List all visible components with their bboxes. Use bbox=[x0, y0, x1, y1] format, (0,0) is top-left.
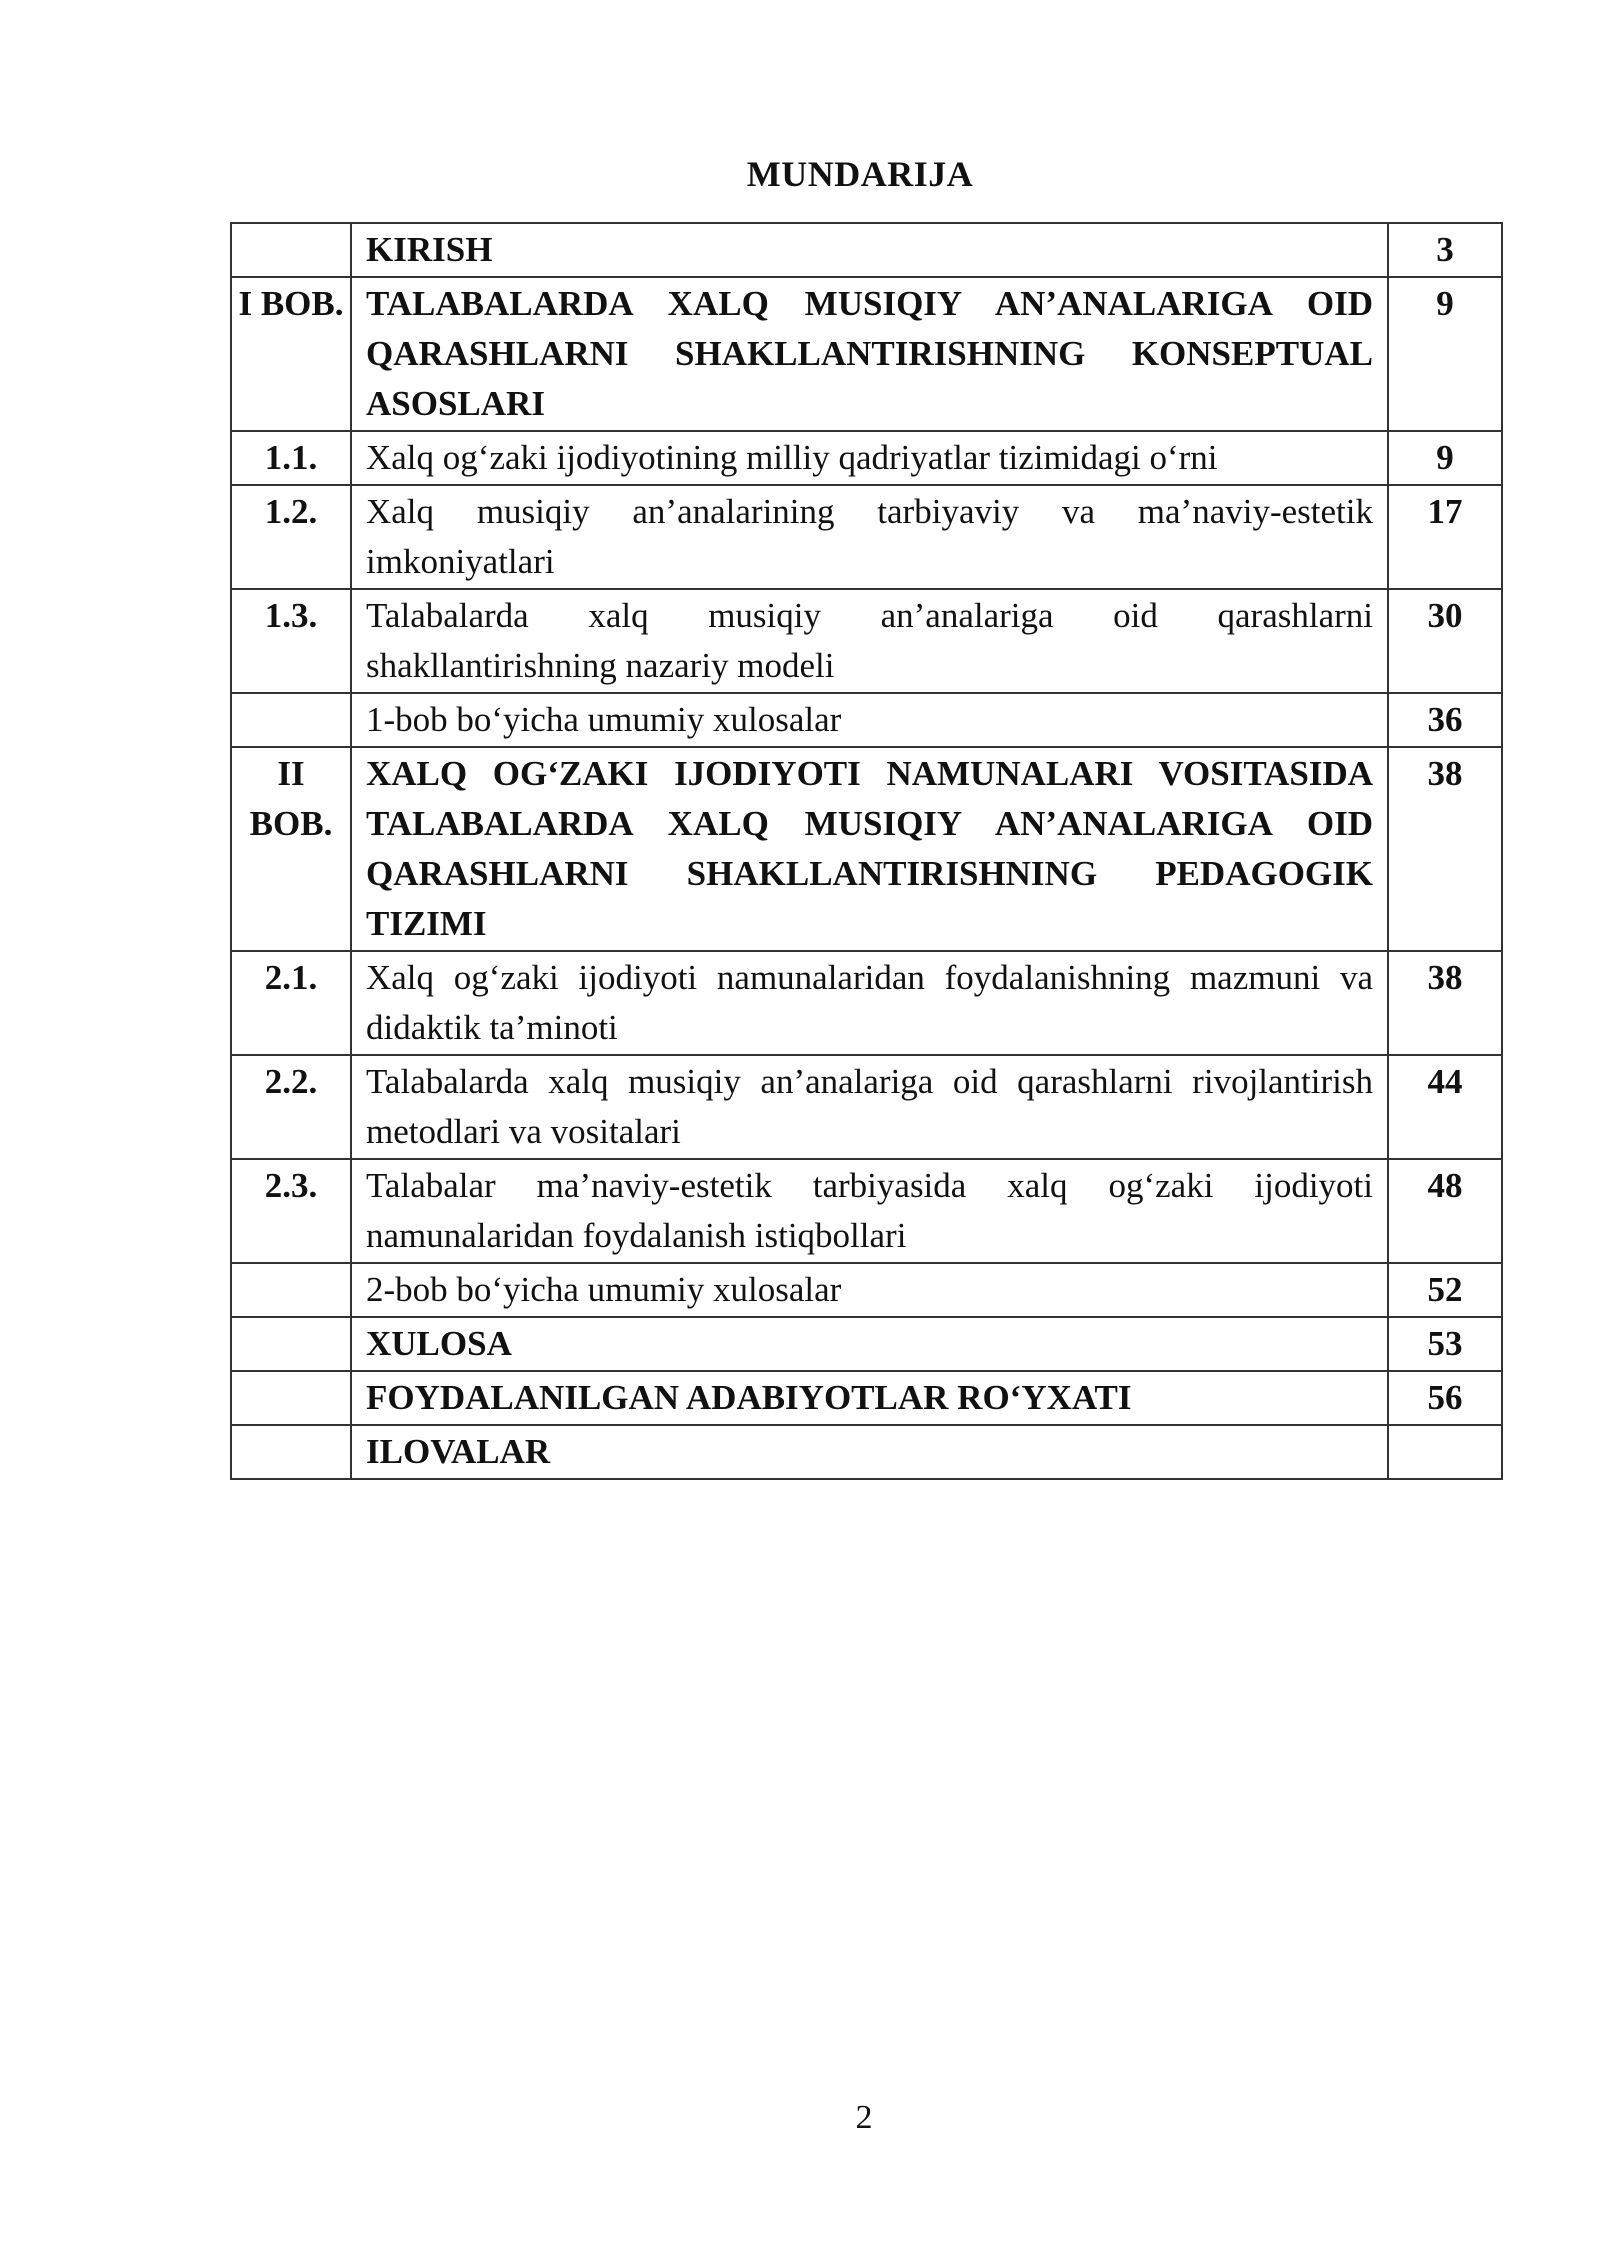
toc-section-number: 2.3. bbox=[231, 1159, 351, 1263]
toc-section-number: I BOB. bbox=[231, 277, 351, 431]
toc-row bbox=[231, 1159, 1502, 1263]
toc-entry-title: Talabalar ma’naviy-estetik tarbiyasida xalq og‘zaki ijodiyoti namunalaridan foydalanish istiqbollari bbox=[351, 1159, 1388, 1263]
toc-row bbox=[231, 1425, 1502, 1479]
toc-row bbox=[231, 589, 1502, 693]
toc-entry-title: 1-bob bo‘yicha umumiy xulosalar bbox=[351, 693, 1388, 747]
toc-row bbox=[231, 485, 1502, 589]
table-of-contents bbox=[230, 222, 1503, 1480]
toc-section-number: II BOB. bbox=[231, 747, 351, 951]
toc-entry-title: XALQ OG‘ZAKI IJODIYOTI NAMUNALARI VOSITASIDA TALABALARDA XALQ MUSIQIY AN’ANALARIGA OID QARASHLARNI SHAKLLANTIRISHNING PEDAGOGIK TIZIMI bbox=[351, 747, 1388, 951]
toc-entry-title: Talabalarda xalq musiqiy an’analariga oid qarashlarni shakllantirishning nazariy modeli bbox=[351, 589, 1388, 693]
toc-section-number: 2.2. bbox=[231, 1055, 351, 1159]
toc-row bbox=[231, 1055, 1502, 1159]
toc-page-number: 38 bbox=[1388, 747, 1502, 951]
toc-page-number: 9 bbox=[1388, 277, 1502, 431]
toc-entry-title: ILOVALAR bbox=[351, 1425, 1388, 1479]
toc-page-number: 53 bbox=[1388, 1317, 1502, 1371]
toc-page-number: 9 bbox=[1388, 431, 1502, 485]
toc-entry-title: Xalq og‘zaki ijodiyotining milliy qadriyatlar tizimidagi o‘rni bbox=[351, 431, 1388, 485]
toc-section-number: 1.1. bbox=[231, 431, 351, 485]
toc-entry-title: KIRISH bbox=[351, 223, 1388, 277]
toc-page-number: 30 bbox=[1388, 589, 1502, 693]
toc-page-number: 36 bbox=[1388, 693, 1502, 747]
toc-page-number: 56 bbox=[1388, 1371, 1502, 1425]
toc-row bbox=[231, 277, 1502, 431]
toc-section-number bbox=[231, 223, 351, 277]
toc-row bbox=[231, 223, 1502, 277]
toc-entry-title: Xalq og‘zaki ijodiyoti namunalaridan foydalanishning mazmuni va didaktik ta’minoti bbox=[351, 951, 1388, 1055]
toc-entry-title: 2-bob bo‘yicha umumiy xulosalar bbox=[351, 1263, 1388, 1317]
toc-entry-title: FOYDALANILGAN ADABIYOTLAR RO‘YXATI bbox=[351, 1371, 1388, 1425]
page-title: MUNDARIJA bbox=[746, 154, 974, 194]
toc-section-number: 1.2. bbox=[231, 485, 351, 589]
toc-page-number: 17 bbox=[1388, 485, 1502, 589]
toc-row bbox=[231, 1317, 1502, 1371]
toc-page-number: 48 bbox=[1388, 1159, 1502, 1263]
toc-page-number: 3 bbox=[1388, 223, 1502, 277]
toc-row bbox=[231, 693, 1502, 747]
toc-section-number bbox=[231, 1371, 351, 1425]
toc-row bbox=[231, 747, 1502, 951]
toc-section-number: 2.1. bbox=[231, 951, 351, 1055]
toc-row bbox=[231, 1371, 1502, 1425]
toc-entry-title: XULOSA bbox=[351, 1317, 1388, 1371]
toc-entry-title: Talabalarda xalq musiqiy an’analariga oid qarashlarni rivojlantirish metodlari va vositalari bbox=[351, 1055, 1388, 1159]
toc-entry-title: TALABALARDA XALQ MUSIQIY AN’ANALARIGA OID QARASHLARNI SHAKLLANTIRISHNING KONSEPTUAL ASOSLARI bbox=[351, 277, 1388, 431]
toc-page-number: 44 bbox=[1388, 1055, 1502, 1159]
toc-row bbox=[231, 951, 1502, 1055]
toc-row bbox=[231, 431, 1502, 485]
toc-entry-title: Xalq musiqiy an’analarining tarbiyaviy va ma’naviy-estetik imkoniyatlari bbox=[351, 485, 1388, 589]
toc-section-number: 1.3. bbox=[231, 589, 351, 693]
toc-section-number bbox=[231, 1425, 351, 1479]
toc-row bbox=[231, 1263, 1502, 1317]
toc-section-number bbox=[231, 693, 351, 747]
toc-page-number bbox=[1388, 1425, 1502, 1479]
toc-page-number: 38 bbox=[1388, 951, 1502, 1055]
page-number: 2 bbox=[855, 2099, 873, 2136]
toc-page-number: 52 bbox=[1388, 1263, 1502, 1317]
toc-section-number bbox=[231, 1263, 351, 1317]
toc-section-number bbox=[231, 1317, 351, 1371]
